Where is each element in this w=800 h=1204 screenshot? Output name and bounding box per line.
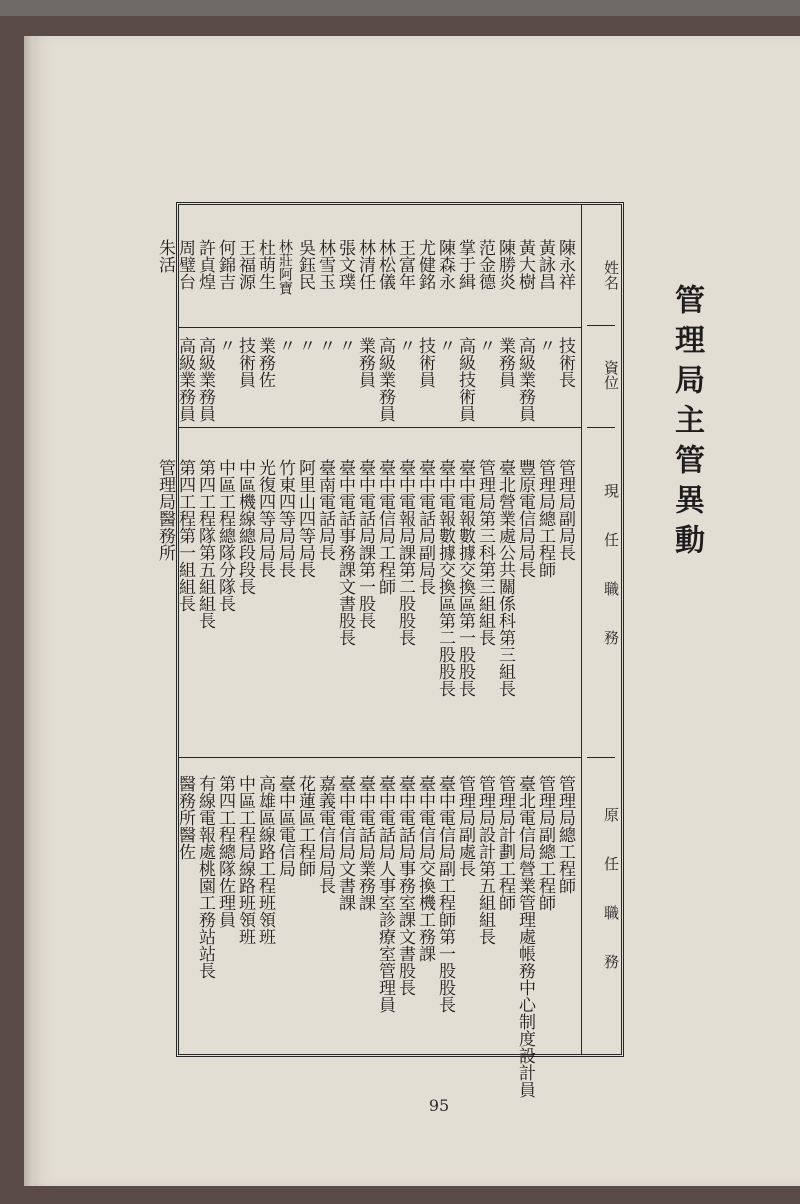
- header-column: [581, 205, 621, 1054]
- former-post-entry: 臺中電信局副工程師第一股股長: [435, 775, 455, 1013]
- rank-entry: 技術長: [555, 337, 575, 388]
- header-rank: 資位: [602, 360, 620, 390]
- rank-entry: 〃: [275, 337, 295, 354]
- current-post-entry: 臺北營業處公共關係科第三組長: [495, 459, 515, 697]
- header-former-post: 原任職務: [602, 807, 620, 1003]
- former-post-entry: 管理局副處長: [455, 775, 475, 877]
- rank-entry: 業務佐: [255, 337, 275, 388]
- page: [24, 36, 800, 1186]
- header-name: 姓名: [602, 260, 620, 290]
- former-post-entry: 第四工程總隊佐理員: [215, 775, 235, 928]
- page-title: 管理局主管異動: [669, 284, 704, 564]
- rank-entry: 高級業務員: [515, 337, 535, 422]
- current-post-entry: 臺中電報數據交換區第一股股長: [455, 459, 475, 697]
- current-post-entry: 豐原電信局局長: [515, 459, 535, 578]
- name-entry: 張文璞: [335, 239, 355, 290]
- former-post-entry: 管理局副總工程師: [535, 775, 555, 911]
- rank-entry: 〃: [335, 337, 355, 354]
- name-entry: 黃大樹: [515, 239, 535, 290]
- rank-entry: 〃: [395, 337, 415, 354]
- header-divider: [587, 757, 615, 758]
- name-entry: 尤健銘: [415, 239, 435, 290]
- former-post-entry: 臺中區電信局: [275, 775, 295, 877]
- rank-entry: 〃: [215, 337, 235, 354]
- name-entry: 杜萌生: [255, 239, 275, 290]
- former-post-entry: 臺北電信局營業管理處帳務中心制度設計員: [515, 775, 535, 1098]
- current-post-entry: 竹東四等局局長: [275, 459, 295, 578]
- former-post-entry: 嘉義電信局局長: [315, 775, 335, 894]
- current-post-entry: 阿里山四等局長: [295, 459, 315, 578]
- name-entry: 何錦吉: [215, 239, 235, 290]
- former-post-entry: 管理局計劃工程師: [495, 775, 515, 911]
- row-divider: [179, 757, 581, 758]
- rank-entry: 高級技術員: [455, 337, 475, 422]
- name-entry: 林松儀: [375, 239, 395, 290]
- current-post-entry: 管理局醫務所: [155, 459, 175, 561]
- name-entry: 黃詠昌: [535, 239, 555, 290]
- name-entry: 陳森永: [435, 239, 455, 290]
- former-post-entry: 臺中電信局交換機工務課: [415, 775, 435, 962]
- rank-entry: 技術員: [415, 337, 435, 388]
- former-post-entry: 臺中電話局業務課: [355, 775, 375, 911]
- name-entry: 周璧台: [175, 239, 195, 290]
- page-number: 95: [428, 1096, 450, 1115]
- rank-entry: 高級業務員: [195, 337, 215, 422]
- header-divider: [587, 325, 615, 326]
- current-post-entry: 中區機線總段段長: [235, 459, 255, 595]
- former-post-entry: 管理局設計第五組組長: [475, 775, 495, 945]
- former-post-entry: 管理局總工程師: [555, 775, 575, 894]
- current-post-entry: 臺中電話事務課文書股長: [335, 459, 355, 646]
- rank-entry: 業務員: [495, 337, 515, 388]
- current-post-entry: 臺中電信局工程師: [375, 459, 395, 595]
- name-entry: 陳永祥: [555, 239, 575, 290]
- former-post-entry: 臺中電信局文書課: [335, 775, 355, 911]
- current-post-entry: 臺中電話局課第一股長: [355, 459, 375, 629]
- names-band: [155, 239, 575, 295]
- rank-entry: 技術員: [235, 337, 255, 388]
- rank-entry: 業務員: [355, 337, 375, 388]
- name-entry: 林清任: [355, 239, 375, 290]
- name-entry: 王富年: [395, 239, 415, 290]
- current-post-entry: 臺南電話局長: [315, 459, 335, 561]
- current-post-entry: 臺中電報數據交換區第二股股長: [435, 459, 455, 697]
- current-post-entry: 第四工程隊第五組組長: [195, 459, 215, 629]
- name-entry: 林雪玉: [315, 239, 335, 290]
- current-post-entry: 第四工程第一組組長: [175, 459, 195, 612]
- rank-entry: 高級業務員: [175, 337, 195, 422]
- current-post-entry: 光復四等局局長: [255, 459, 275, 578]
- current-post-entry: 管理局總工程師: [535, 459, 555, 578]
- rank-entry: 〃: [435, 337, 455, 354]
- header-current-post: 現任職務: [602, 483, 620, 679]
- current-post-entry: 中區工程總隊分隊長: [215, 459, 235, 612]
- rank-entry: 高級業務員: [375, 337, 395, 422]
- name-entry: 吳鈺民: [295, 239, 315, 290]
- row-divider: [179, 327, 581, 328]
- former-post-entry: 臺中電話局事務室課文書股長: [395, 775, 415, 996]
- name-entry: 朱活: [155, 239, 175, 273]
- name-entry: 范金德: [475, 239, 495, 290]
- rank-entry: 〃: [315, 337, 335, 354]
- personnel-table: [155, 202, 624, 1098]
- former-post-entry: 高雄區線路工程班領班: [255, 775, 275, 945]
- name-entry: 掌于緝: [455, 239, 475, 290]
- name-entry: 陳勝炎: [495, 239, 515, 290]
- header-divider: [587, 427, 615, 428]
- former-post-entry: 醫務所醫佐: [175, 775, 195, 860]
- former-post-entry: 臺中電話局人事室診療室管理員: [375, 775, 395, 1013]
- current-post-entry: 臺中電話局副局長: [415, 459, 435, 595]
- former-posts-band: [175, 775, 575, 1098]
- current-posts-band: [155, 459, 575, 697]
- rank-entry: 〃: [535, 337, 555, 354]
- current-post-entry: 管理局副局長: [555, 459, 575, 561]
- rank-entry: 〃: [475, 337, 495, 354]
- row-divider: [179, 427, 581, 428]
- name-entry: 林莊阿寶: [277, 239, 293, 295]
- former-post-entry: 中區工程局線路班領班: [235, 775, 255, 945]
- former-post-entry: 有線電報處桃園工務站站長: [195, 775, 215, 979]
- current-post-entry: 管理局第三科第三組組長: [475, 459, 495, 646]
- former-post-entry: 花蓮區工程師: [295, 775, 315, 877]
- ranks-band: [175, 337, 575, 422]
- rank-entry: 〃: [295, 337, 315, 354]
- name-entry: 王福源: [235, 239, 255, 290]
- page-edge: [24, 36, 34, 1186]
- current-post-entry: 臺中電報局課第二股股長: [395, 459, 415, 646]
- name-entry: 許貞煌: [195, 239, 215, 290]
- book-cover: [0, 16, 800, 1204]
